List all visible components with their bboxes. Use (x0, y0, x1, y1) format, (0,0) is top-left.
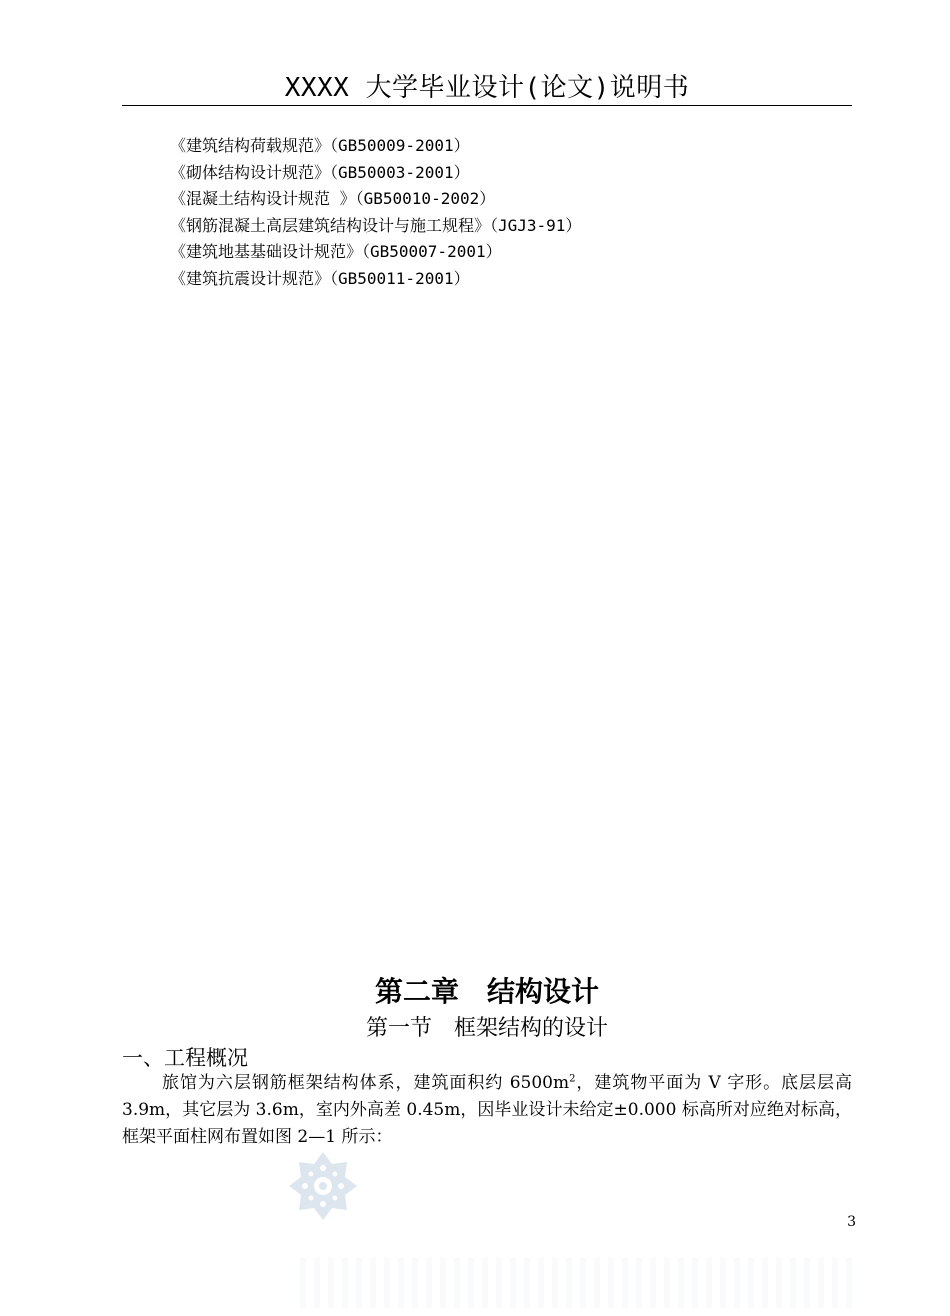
scan-artifact (300, 1258, 860, 1308)
reference-item: 《混凝土结构设计规范 》（GB50010-2002） (170, 189, 496, 208)
chapter-title: 第二章 结构设计 (374, 975, 599, 1008)
section-title: 第一节 框架结构的设计 (365, 1016, 608, 1041)
page-header-title: XXXX 大学毕业设计(论文)说明书 (284, 73, 690, 103)
body-text-part1: 旅馆为六层钢筋框架结构体系，建筑面积约 6500m (162, 1073, 570, 1093)
subsection-title: 一、工程概况 (122, 1046, 248, 1070)
reference-item: 《建筑地基基础设计规范》（GB50007-2001） (170, 242, 502, 261)
reference-item: 《建筑结构荷载规范》（GB50009-2001） (170, 136, 470, 155)
reference-list (170, 133, 581, 292)
body-paragraph (122, 1070, 852, 1151)
reference-item: 《砌体结构设计规范》（GB50003-2001） (170, 162, 470, 182)
superscript: 2 (569, 1073, 576, 1085)
reference-item: 《建筑抗震设计规范》（GB50011-2001） (170, 268, 470, 288)
watermark-logo-icon (287, 1150, 359, 1222)
body-text-part2: ，建筑物平面为 V 字形。底层层高 3.9m，其它层为 3.6m，室内外高差 0.45m，因毕业设计未给定±0.000 标高所对应绝对标高，框架平面柱网布置如图 2—1 所示： (122, 1073, 852, 1147)
reference-item: 《钢筋混凝土高层建筑结构设计与施工规程》（JGJ3-91） (170, 215, 582, 235)
page-number: 3 (847, 1214, 856, 1230)
header-rule (122, 105, 852, 106)
